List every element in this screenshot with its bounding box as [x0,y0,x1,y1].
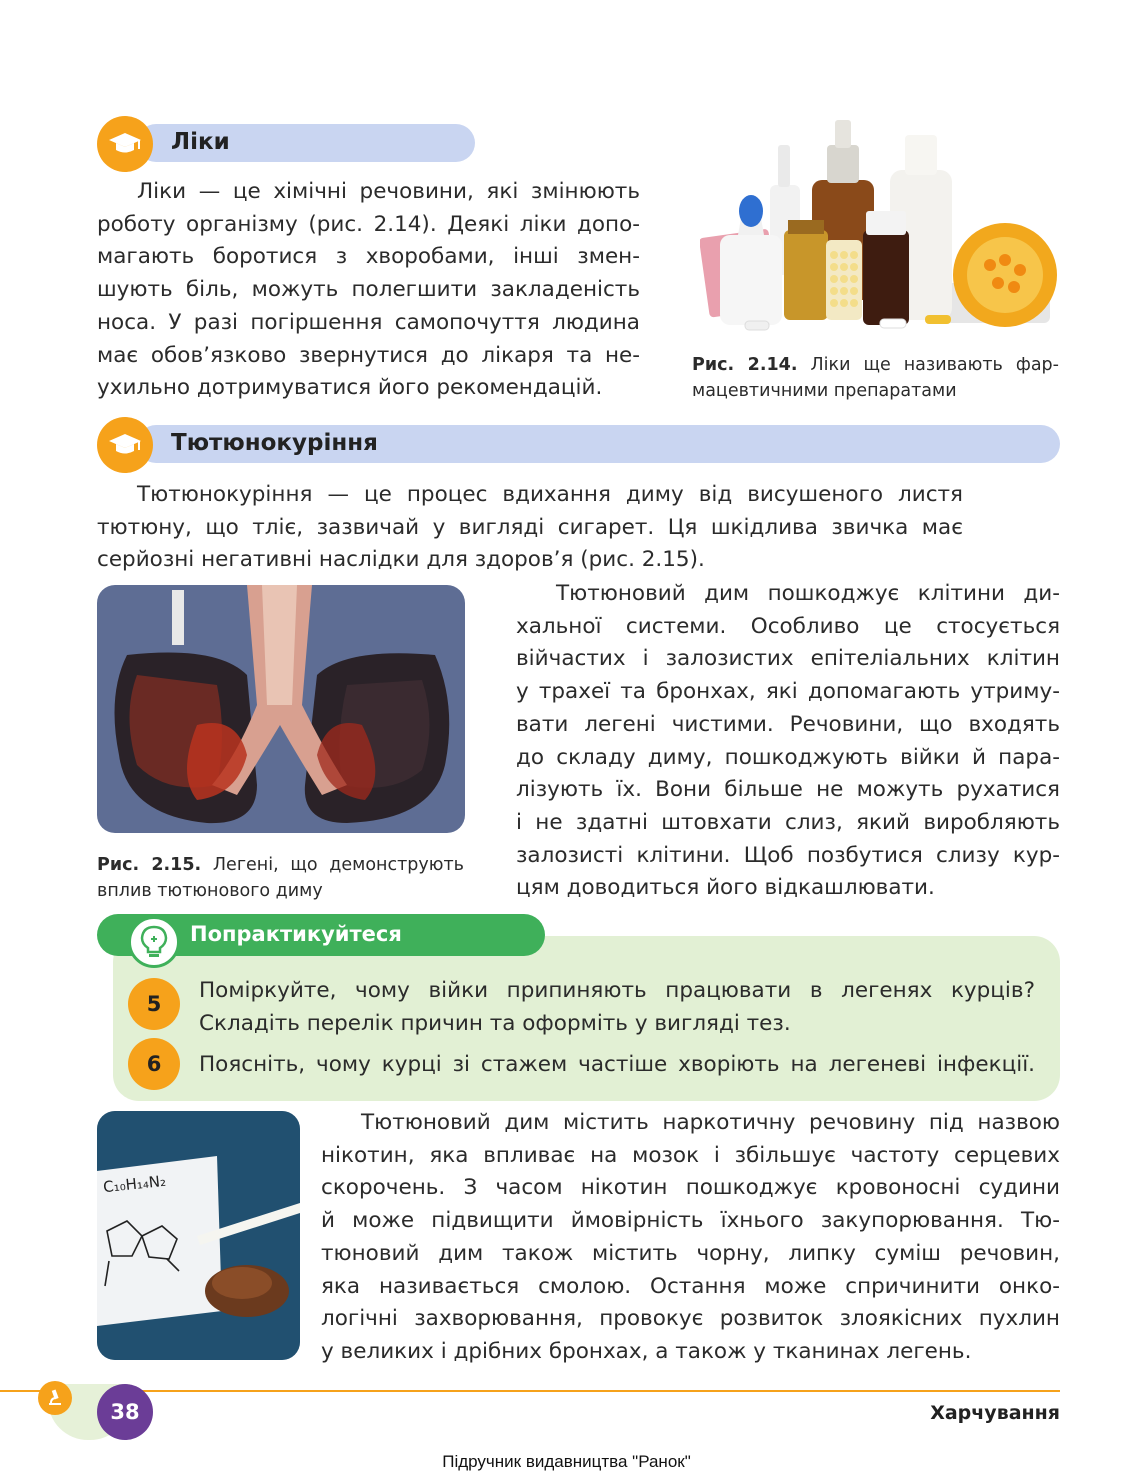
section-title: Ліки [171,129,230,155]
smoking-intro-paragraph: Тютюнокуріння — це процес вдихання диму від висушеного листя тютюну, що тліє, зазвичай у вигляді сигарет. Ця шкідлива звичка має серйозні негативні наслідки для здоров’я (рис. 2.15). [97,482,963,573]
graduation-cap-icon [97,116,153,172]
task-6: Поясніть, чому курці зі стажем частіше хворіють на легеневі інфекції. [199,1052,1035,1077]
section-header-medicine [97,122,475,164]
formula-label: C₁₀H₁₄N₂ [102,1171,167,1197]
nicotine-tobacco-photo [97,1111,300,1360]
task-5: Поміркуйте, чому війки припиняють працювати в легенях курців? Складіть перелік причин та оформіть у вигляді тез. [199,978,1035,1036]
section-title: Тютюнокуріння [171,430,378,456]
task-number-badge: 6 [128,1038,180,1090]
lungs-damage-paragraph: Тютюновий дим пошкоджує клітини ди- хальної системи. Особливо це стосується війчастих і залозистих епітеліальних клітин у трахеї та бронхах, які допомагають утриму- вати легені чистими. Речовини, що входять до складу диму, пошкоджують війки й пара- лізують їх. Вони більше не можуть рухатися і не здатні штовхати слиз, який виробляють залозисті клітини. Щоб позбутися слизу кур- цям доводиться його відкашлювати. [516,581,1060,901]
figure-caption-2-15: Рис. 2.15. Легені, що демонструють вплив тютюнового диму [97,855,464,901]
microscope-icon [38,1381,72,1415]
section-header-smoking [97,423,1060,465]
publisher-note: Підручник видавництва "Ранок" [442,1452,691,1471]
nicotine-paragraph: Тютюновий дим містить наркотичну речовину під назвою нікотин, яка впливає на мозок і збільшує частоту серцевих скорочень. З часом нікотин пошкоджує кровоносні судини й може підвищити ймовірність їхнього закупорювання. Тю- тюновий дим також містить чорну, липку суміш речовин, яка називається смолою. Остання може спричинити онко- логічні захворювання, провокує розвиток злоякісних пухлин у великих і дрібних бронхах, а також у тканинах легень. [321,1110,1060,1364]
lightbulb-puzzle-icon [128,916,180,968]
smoker-lungs-photo [97,585,465,833]
footer-divider [0,1390,1060,1392]
medicine-bottles-photo [700,115,1060,335]
practice-title: Попрактикуйтеся [190,922,402,946]
task-number-badge: 5 [128,978,180,1030]
figure-caption-2-14: Рис. 2.14. Ліки ще називають фар- мацевтичними препаратами [692,355,1059,401]
footer-section-name: Харчування [930,1402,1060,1424]
graduation-cap-icon [97,417,153,473]
page-number: 38 [97,1384,153,1440]
medicine-paragraph: Ліки — це хімічні речовини, які змінюють роботу організму (рис. 2.14). Деякі ліки допо- магають боротися з хворобами, інші змен- шують біль, можуть полегшити закладеність носа. У разі погіршення самопочуття людина має обов’язково звернутися до лікаря та не- ухильно дотримуватися його рекомендацій. [97,179,640,401]
